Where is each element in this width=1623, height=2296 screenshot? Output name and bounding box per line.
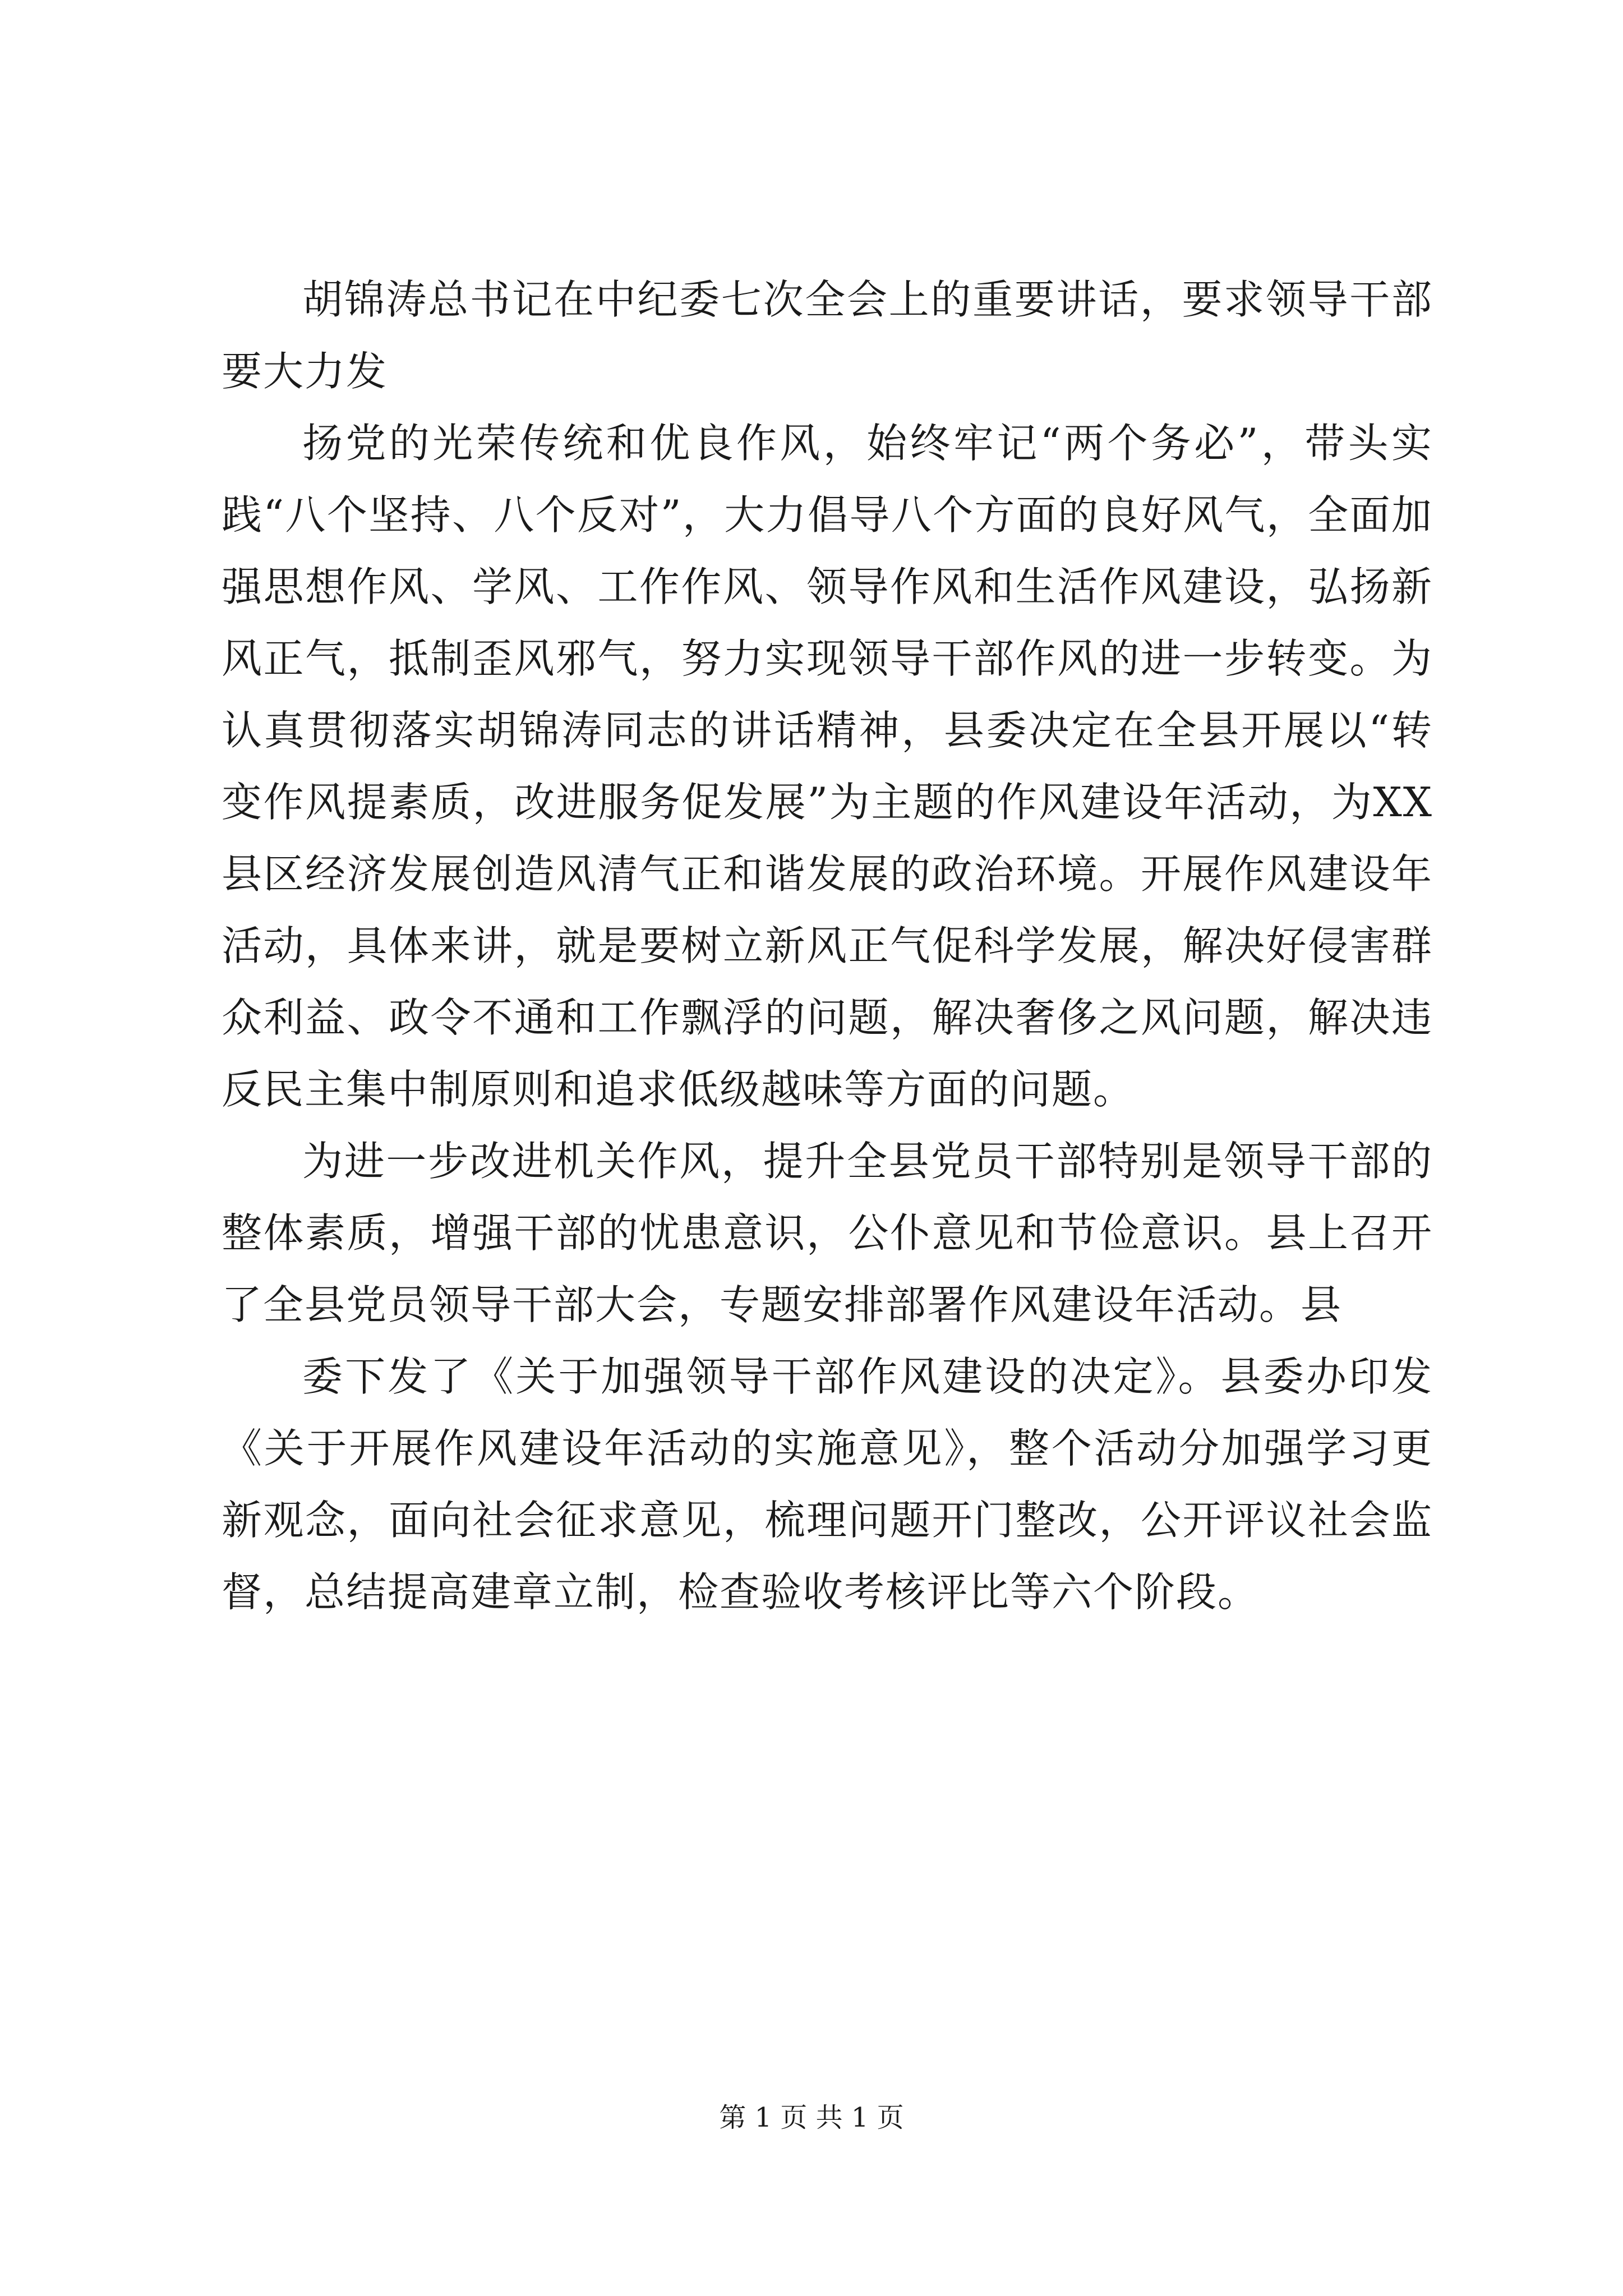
page-number-footer: 第 1 页 共 1 页 <box>719 2102 904 2133</box>
document-body <box>222 264 1433 1628</box>
paragraph-4: 委下发了《关于加强领导干部作风建设的决定》。县委办印发《关于开展作风建设年活动的实施意见》，整个活动分加强学习更新观念，面向社会征求意见，梳理问题开门整改，公开评议社会监督，总结提高建章立制，检查验收考核评比等六个阶段。 <box>222 1353 1433 1616</box>
paragraph-1: 胡锦涛总书记在中纪委七次全会上的重要讲话，要求领导干部要大力发 <box>222 276 1433 395</box>
paragraph-2: 扬党的光荣传统和优良作风，始终牢记“两个务必”，带头实践“八个坚持、八个反对”，大力倡导八个方面的良好风气，全面加强思想作风、学风、工作作风、领导作风和生活作风建设，弘扬新风正气，抵制歪风邪气，努力实现领导干部作风的进一步转变。为认真贯彻落实胡锦涛同志的讲话精神，县委决定在全县开展以“转变作风提素质，改进服务促发展”为主题的作风建设年活动，为XX县区经济发展创造风清气正和谐发展的政治环境。开展作风建设年活动，具体来讲，就是要树立新风正气促科学发展，解决好侵害群众利益、政令不通和工作飘浮的问题，解决奢侈之风问题，解决违反民主集中制原则和追求低级越味等方面的问题。 <box>222 420 1433 1113</box>
paragraph-3: 为进一步改进机关作风，提升全县党员干部特别是领导干部的整体素质，增强干部的忧患意识，公仆意见和节俭意识。县上召开了全县党员领导干部大会，专题安排部署作风建设年活动。县 <box>222 1138 1433 1328</box>
